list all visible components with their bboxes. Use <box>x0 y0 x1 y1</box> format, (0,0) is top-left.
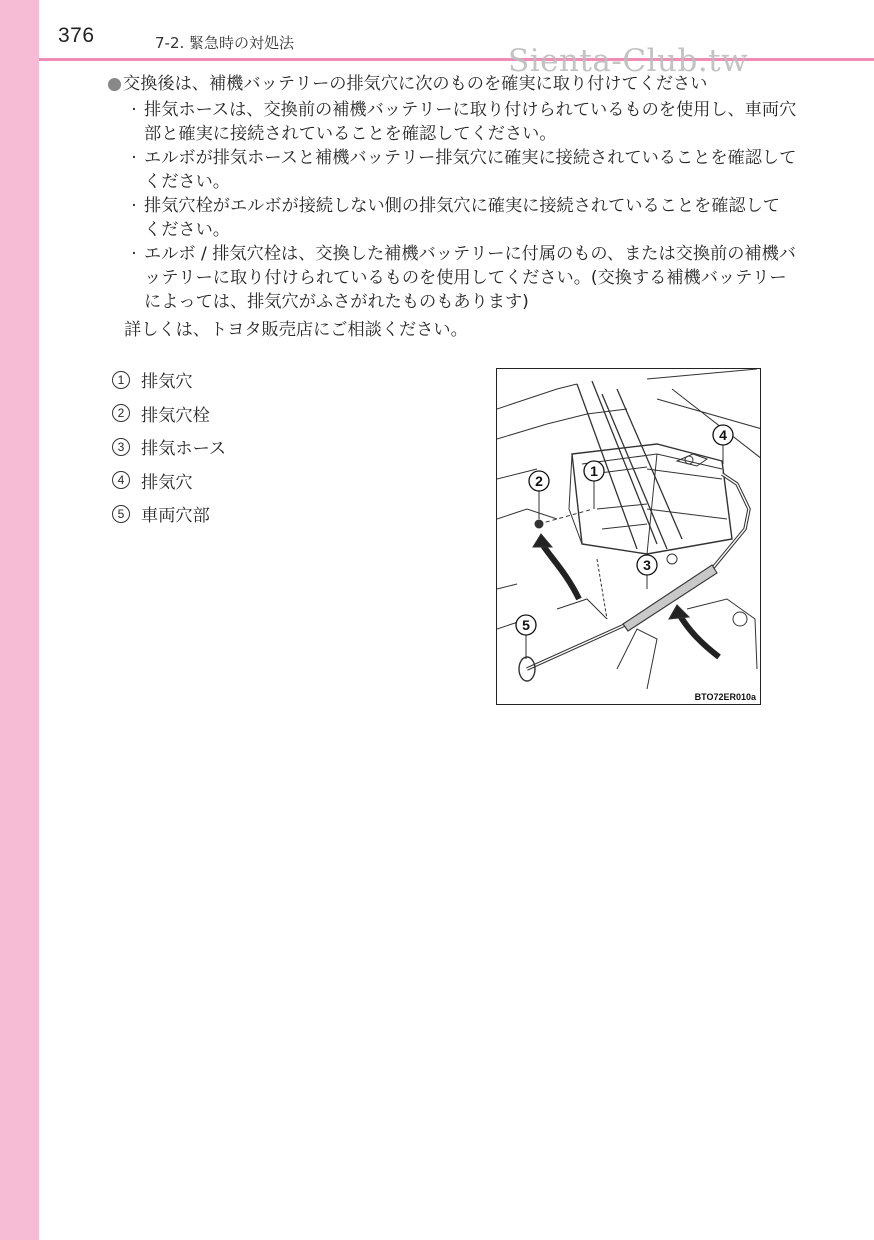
number-circle-icon: 2 <box>112 404 130 422</box>
legend-item <box>112 397 226 431</box>
bullet-text: 排気穴栓がエルボが接続しない側の排気穴に確実に接続されていることを確認してください。 <box>144 196 780 240</box>
number-circle-icon: 4 <box>112 471 130 489</box>
battery-illustration <box>497 369 761 705</box>
lead-paragraph <box>107 72 797 96</box>
middle-dot-icon: · <box>131 196 137 216</box>
section-title: 7-2. 緊急時の対処法 <box>155 34 295 52</box>
legend-label: 車両穴部 <box>141 506 210 527</box>
bullet-item <box>107 146 797 194</box>
body-text <box>107 72 797 342</box>
header-divider <box>39 58 874 61</box>
bullet-text: 排気ホースは、交換前の補機バッテリーに取り付けられているものを使用し、車両穴部と確実に接続されていることを確認してください。 <box>144 100 797 144</box>
lead-text: 交換後は、補機バッテリーの排気穴に次のものを確実に取り付けてください <box>123 74 708 94</box>
callout-label: 2 <box>535 473 543 489</box>
battery-diagram <box>496 368 761 705</box>
watermark: Sienta-Club.tw <box>508 43 749 79</box>
number-circle-icon: 5 <box>112 505 130 523</box>
note-text: 詳しくは、トヨタ販売店にご相談ください。 <box>124 320 468 340</box>
legend-label: 排気穴 <box>141 372 193 393</box>
bullet-item <box>107 242 797 314</box>
number-circle-icon: 1 <box>112 371 130 389</box>
bullet-text: エルボが排気ホースと補機バッテリー排気穴に確実に接続されていることを確認してください。 <box>144 148 797 192</box>
callout-label: 1 <box>590 463 598 479</box>
figure-code: BTO72ER010a <box>694 692 756 702</box>
number-circle-icon: 3 <box>112 438 130 456</box>
legend-list <box>112 363 226 531</box>
bullet-dot-icon: ● <box>107 74 122 94</box>
legend-item <box>112 430 226 464</box>
legend-item <box>112 497 226 531</box>
bullet-item <box>107 194 797 242</box>
middle-dot-icon: · <box>131 100 137 120</box>
callout-label: 3 <box>643 557 651 573</box>
page-number: 376 <box>58 24 95 47</box>
legend-item <box>112 464 226 498</box>
legend-label: 排気穴 <box>141 472 193 493</box>
legend-item <box>112 363 226 397</box>
bullet-text: エルボ / 排気穴栓は、交換した補機バッテリーに付属のもの、または交換前の補機バッテリーに取り付けられているものを使用してください。(交換する補機バッテリーによっては、排気穴がふさがれたものもあります) <box>144 244 796 312</box>
middle-dot-icon: · <box>131 244 137 264</box>
bullet-item <box>107 98 797 146</box>
middle-dot-icon: · <box>131 148 137 168</box>
callout-label: 5 <box>522 617 530 633</box>
legend-label: 排気ホース <box>141 439 227 460</box>
legend-label: 排気穴栓 <box>141 405 210 426</box>
side-tab-strip <box>0 0 39 1240</box>
callout-label: 4 <box>719 427 727 443</box>
